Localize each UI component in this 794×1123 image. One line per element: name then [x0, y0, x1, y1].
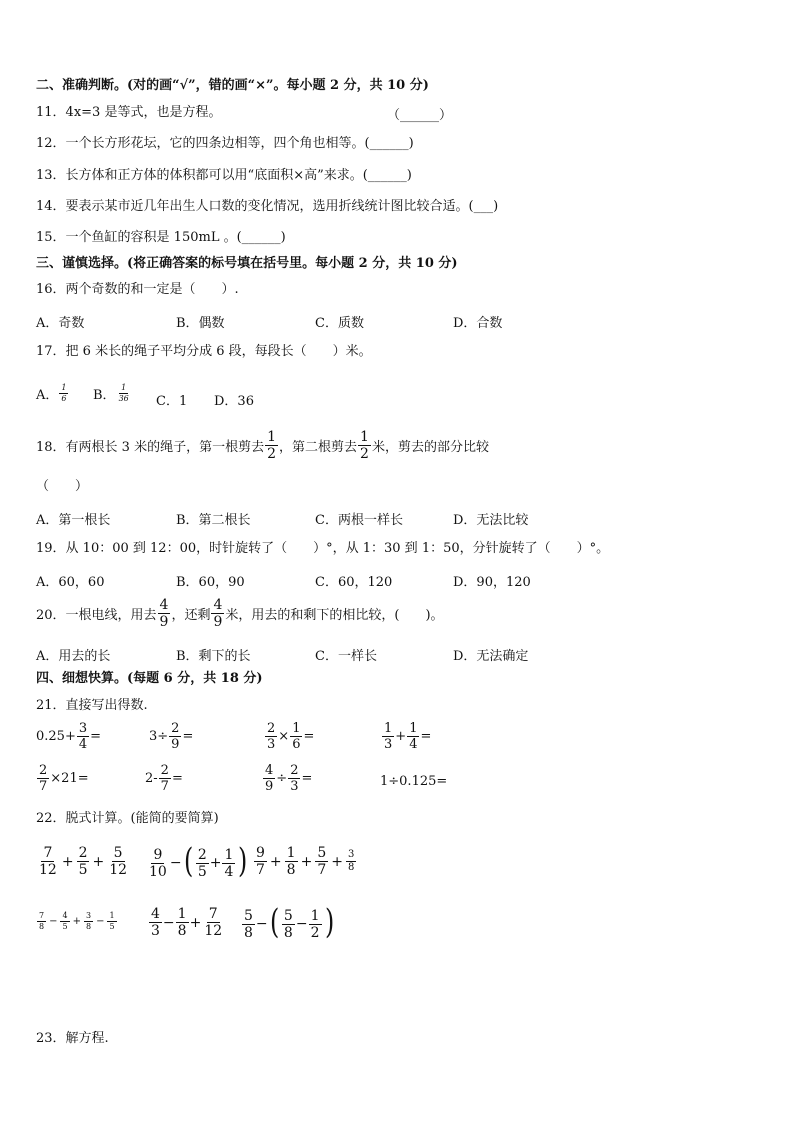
- fraction: $\frac{2}{3}$: [267, 721, 276, 752]
- fraction: $\frac{2}{7}$: [160, 763, 169, 794]
- question-11: [36, 104, 221, 122]
- q22-expression-5: $\frac{4}{3}$ − $\frac{1}{8}$ + $\frac{7}{12}$: [151, 906, 223, 939]
- fraction: $\frac{2}{9}$: [171, 721, 180, 752]
- q22-expression-1: $\frac{7}{12}$ + $\frac{2}{5}$ + $\frac{5}{12}$: [39, 845, 128, 878]
- fraction: $\frac{1}{2}$: [310, 907, 320, 941]
- section-3-title: 三、谨慎选择。(将正确答案的标号填在括号里。每小题 2 分，共 10 分): [36, 256, 458, 271]
- question-21-stem: 21．直接写出得数.: [36, 698, 148, 713]
- question-13: 13．长方体和正方体的体积都可以用“底面积×高”来求。(______): [36, 168, 412, 183]
- fraction: $\frac{1}{4}$: [224, 846, 234, 880]
- question-20-option-b: B．剩下的长: [176, 649, 251, 664]
- fraction: $\frac{4}{9}$: [265, 763, 274, 794]
- question-16-option-d: D．合数: [453, 316, 503, 331]
- fraction: $\frac{1}{3}$: [384, 721, 393, 752]
- question-19-option-c: C．60，120: [315, 575, 393, 590]
- question-17-stem: 17．把 6 米长的绳子平均分成 6 段，每段长（ ）米。: [36, 344, 372, 359]
- q21-expression-1: 0.25+ $\frac{3}{4}$ =: [36, 721, 102, 752]
- question-12: 12．一个长方形花坛，它的四条边相等，四个角也相等。(______): [36, 136, 414, 151]
- question-23: 23．解方程.: [36, 1031, 109, 1046]
- fraction: $\frac{7}{8}$: [39, 911, 45, 931]
- question-19-option-d: D．90，120: [453, 575, 531, 590]
- question-18-option-c: C．两根一样长: [315, 513, 403, 528]
- question-20-option-d: D．无法确定: [453, 649, 529, 664]
- fraction: $\frac{1}{8}$: [177, 906, 187, 939]
- question-15: 15．一个鱼缸的容积是 150mL 。(______): [36, 230, 286, 245]
- q22-expression-6: $\frac{5}{8}$ − ( $\frac{5}{8}$ − $\frac{1}{2}$ ): [244, 902, 334, 942]
- fraction: $\frac{3}{8}$: [85, 911, 92, 931]
- section-2-title: 二、准确判断。(对的画“√”，错的画“×”。每小题 2 分，共 10 分): [36, 78, 429, 93]
- fraction: $\frac{9}{7}$: [256, 845, 265, 878]
- fraction: $\frac{1}{2}$: [360, 429, 369, 462]
- fraction: $\frac{5}{8}$: [244, 907, 253, 941]
- fraction: $\frac{5}{7}$: [317, 845, 327, 878]
- question-16-option-b: B．偶数: [176, 316, 225, 331]
- question-18-answer-paren[interactable]: （ ）: [36, 479, 89, 494]
- fraction: $\frac{2}{5}$: [197, 846, 207, 880]
- fraction: $\frac{5}{8}$: [283, 907, 293, 941]
- question-19-option-b: B．60，90: [176, 575, 245, 590]
- question-17-option-c: C．1: [156, 394, 188, 409]
- fraction: $\frac{1}{8}$: [286, 845, 296, 878]
- q21-expression-5: $\frac{2}{7}$ ×21=: [39, 763, 89, 794]
- fraction: $\frac{9}{10}$: [149, 846, 167, 880]
- question-20-option-a: A．用去的长: [36, 649, 111, 664]
- question-17-option-d: D．36: [214, 394, 254, 409]
- q21-expression-3: $\frac{2}{3}$ × $\frac{1}{6}$ =: [267, 721, 315, 752]
- question-18-option-d: D．无法比较: [453, 513, 529, 528]
- fraction: $\frac{4}{5}$: [62, 911, 68, 931]
- fraction: $\frac{1}{36}$: [118, 383, 129, 403]
- question-16-option-c: C．质数: [315, 316, 364, 331]
- fraction: $\frac{4}{9}$: [213, 597, 223, 630]
- fraction: $\frac{1}{2}$: [267, 429, 276, 462]
- fraction: $\frac{4}{3}$: [151, 906, 160, 939]
- fraction: $\frac{5}{12}$: [109, 845, 128, 878]
- question-16-stem: 16．两个奇数的和一定是（ ）.: [36, 282, 239, 297]
- question-11-text: 11．4x=3 是等式，也是方程。: [36, 105, 222, 120]
- question-17-option-b: B． $\frac{1}{36}$: [93, 383, 129, 403]
- fraction: $\frac{4}{9}$: [159, 597, 169, 630]
- q21-expression-6: 2- $\frac{2}{7}$ =: [145, 763, 183, 794]
- q21-expression-2: 3÷ $\frac{2}{9}$ =: [149, 721, 194, 752]
- q21-expression-8: 1÷0.125=: [380, 774, 448, 789]
- fraction: $\frac{1}{5}$: [109, 911, 115, 931]
- question-17-option-a: A． $\frac{1}{6}$: [36, 383, 67, 403]
- question-20-stem: 20．一根电线，用去 $\frac{4}{9}$ ，还剩 $\frac{4}{9}$ 米，用去的和剩下的相比较，( )。: [36, 597, 444, 630]
- fraction: $\frac{1}{6}$: [61, 383, 67, 403]
- question-19-option-a: A．60，60: [36, 575, 105, 590]
- q21-expression-4: $\frac{1}{3}$ + $\frac{1}{4}$ =: [384, 721, 432, 752]
- fraction: $\frac{1}{6}$: [292, 721, 301, 752]
- question-18-stem: 18．有两根长 3 米的绳子，第一根剪去 $\frac{1}{2}$ ，第二根剪去 $\frac{1}{2}$ 米，剪去的部分比较: [36, 429, 489, 462]
- question-11-answer-blank[interactable]: （______）: [387, 108, 453, 123]
- q22-expression-2: $\frac{9}{10}$ − ( $\frac{2}{5}$ + $\frac{1}{4}$ ): [149, 841, 248, 881]
- section-4-title: 四、细想快算。(每题 6 分，共 18 分): [36, 671, 263, 686]
- question-19-stem: 19．从 10：00 到 12：00，时针旋转了（ ）°，从 1：30 到 1：50，分针旋转了（ ）°。: [36, 541, 610, 556]
- question-18-option-a: A．第一根长: [36, 513, 111, 528]
- fraction: $\frac{1}{4}$: [409, 721, 418, 752]
- fraction: $\frac{3}{8}$: [347, 849, 355, 873]
- question-14: 14．要表示某市近几年出生人口数的变化情况，选用折线统计图比较合适。(___): [36, 199, 499, 214]
- q22-expression-4: $\frac{7}{8}$ − $\frac{4}{5}$ + $\frac{3}{8}$ − $\frac{1}{5}$: [39, 911, 115, 931]
- fraction: $\frac{2}{3}$: [290, 763, 299, 794]
- fraction: $\frac{2}{7}$: [39, 763, 48, 794]
- q21-expression-7: $\frac{4}{9}$ ÷ $\frac{2}{3}$ =: [265, 763, 313, 794]
- question-16-option-a: A．奇数: [36, 316, 85, 331]
- question-22-stem: 22．脱式计算。(能简的要简算): [36, 811, 219, 826]
- question-18-option-b: B．第二根长: [176, 513, 251, 528]
- q22-expression-3: $\frac{9}{7}$ + $\frac{1}{8}$ + $\frac{5}{7}$ + $\frac{3}{8}$: [256, 845, 355, 878]
- fraction: $\frac{7}{12}$: [204, 906, 223, 939]
- fraction: $\frac{2}{5}$: [78, 845, 88, 878]
- fraction: $\frac{3}{4}$: [78, 721, 88, 752]
- fraction: $\frac{7}{12}$: [39, 845, 57, 878]
- question-20-option-c: C．一样长: [315, 649, 377, 664]
